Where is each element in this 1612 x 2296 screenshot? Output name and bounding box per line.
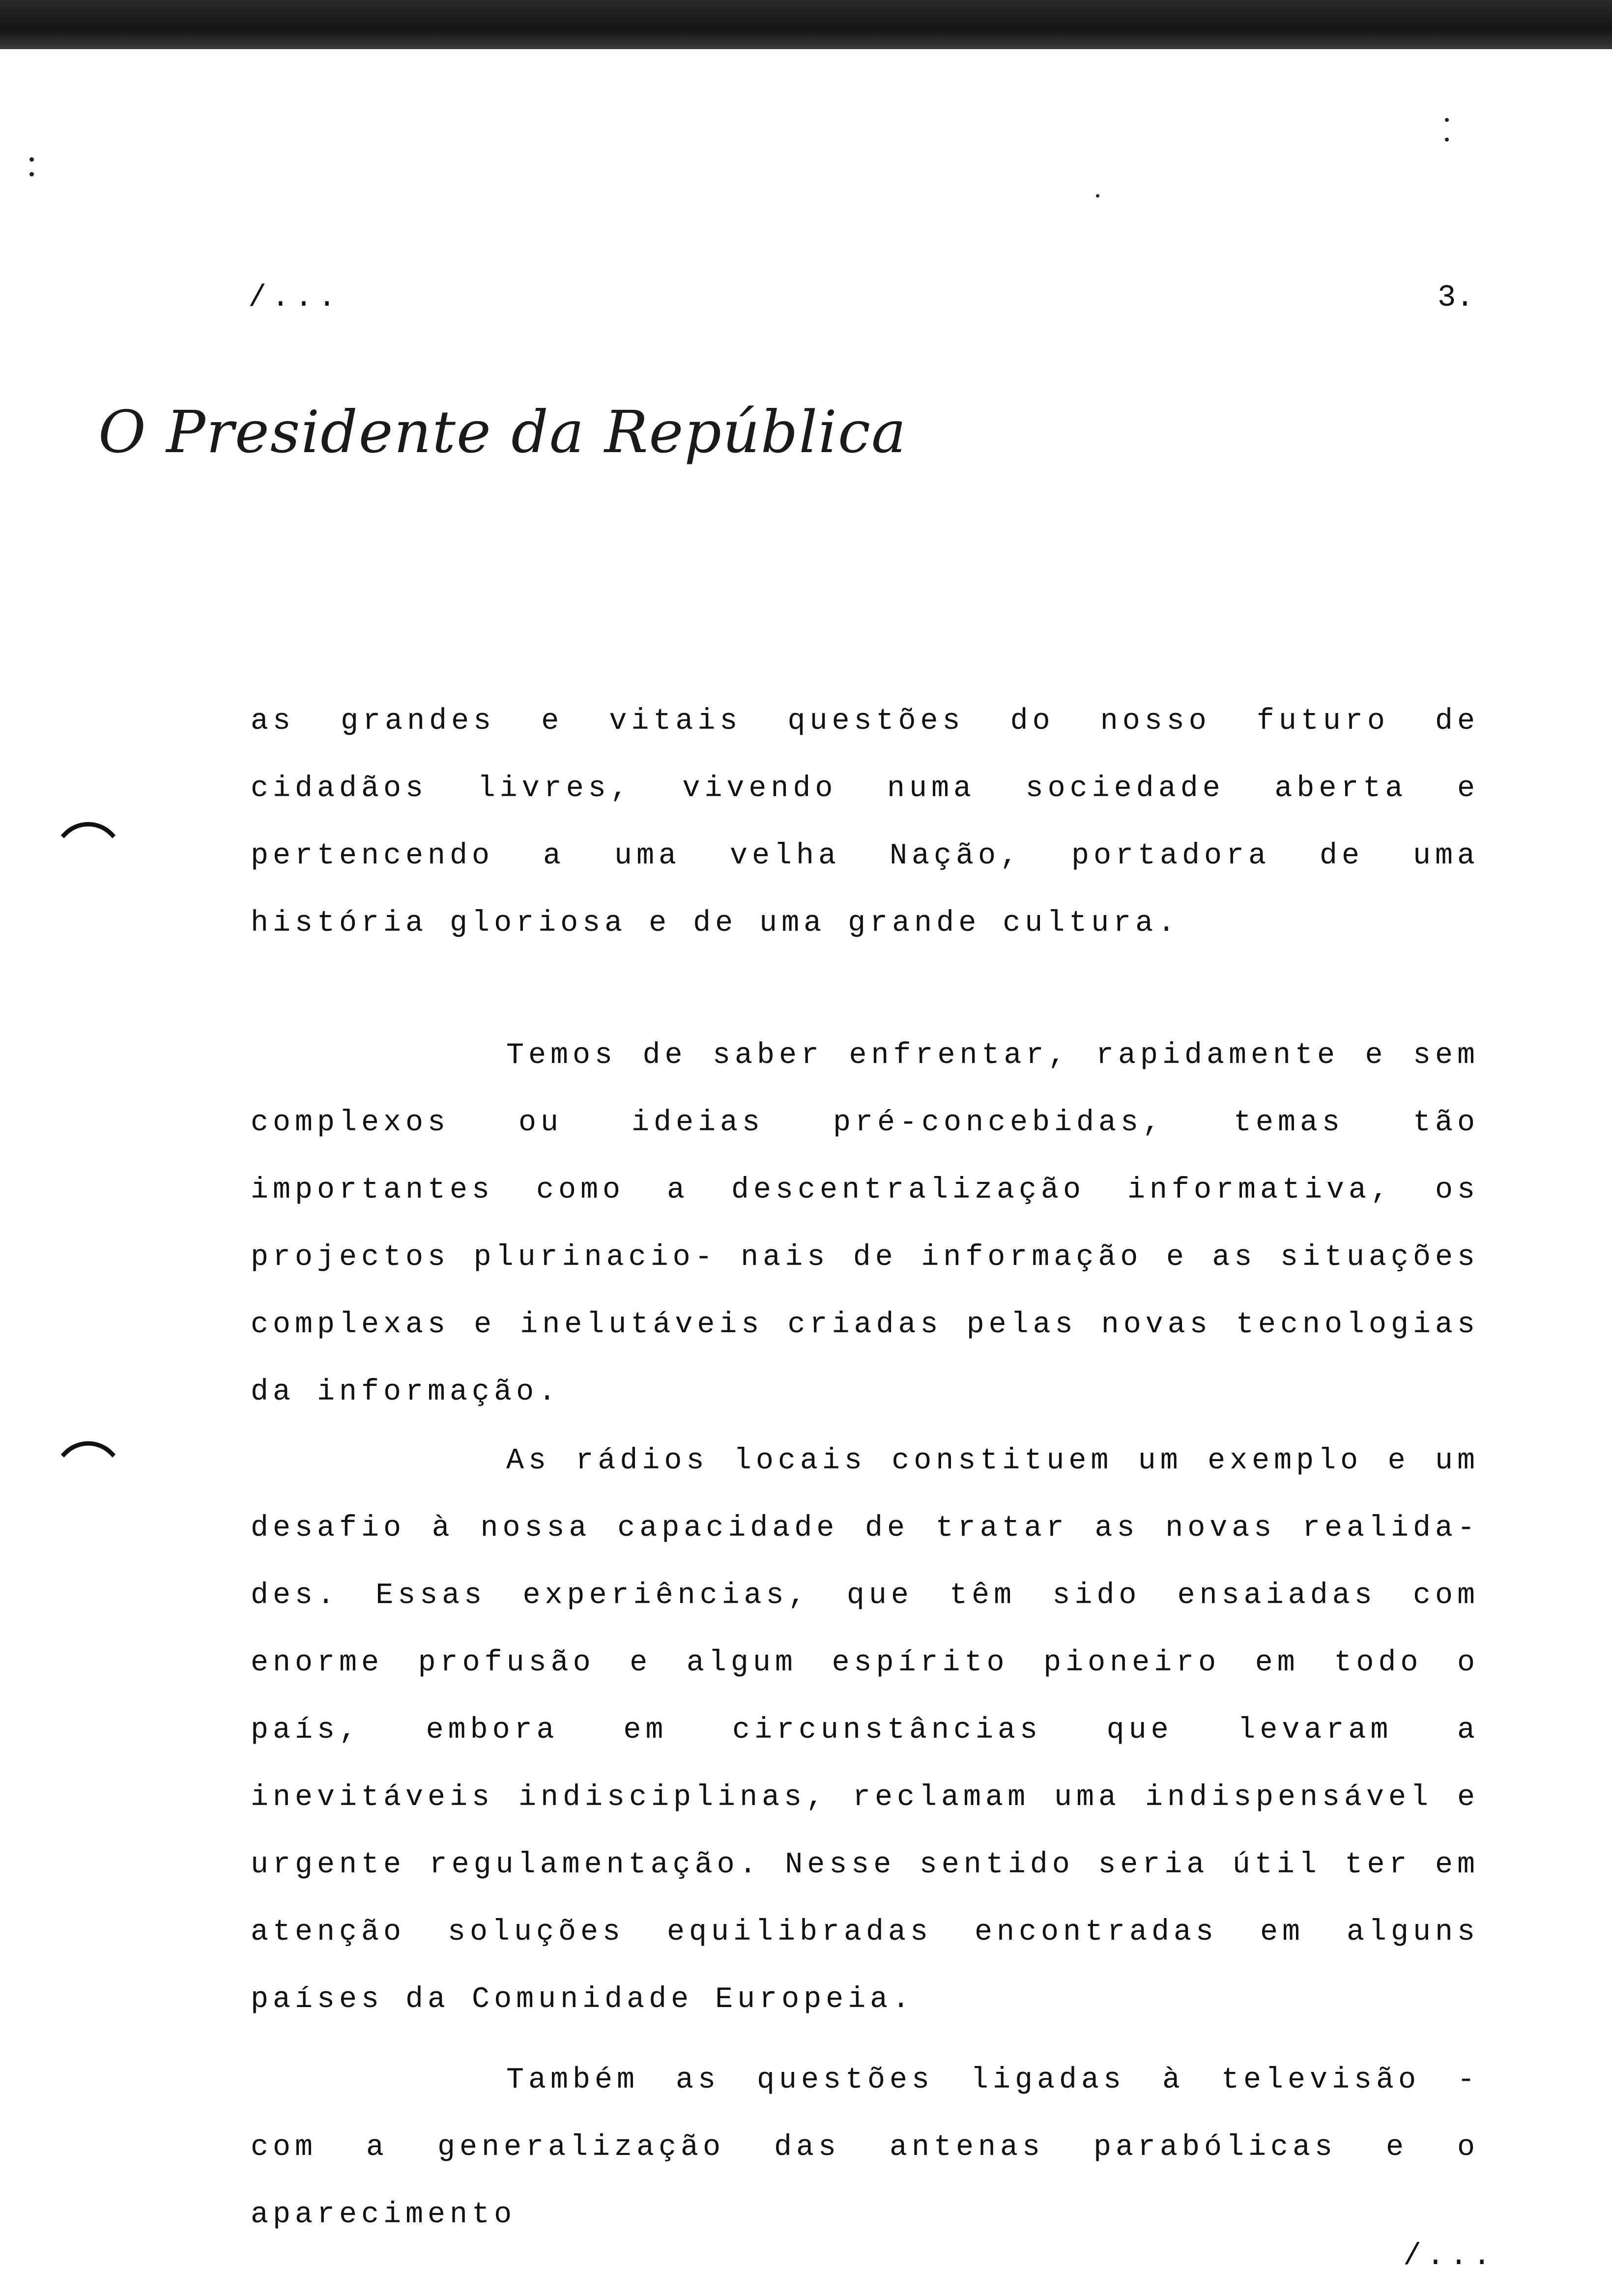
scan-speck [1445, 138, 1449, 142]
paragraph-3: As rádios locais constituem um exemplo e um desafio à nossa capacidade de tratar as novas realida- des. Essas experiências, que têm sido ensaiadas com enorme profusão e algum espírito pioneiro em todo o país, embora em circunstâncias que levaram a inevitáveis indisciplinas, reclamam uma indispensável e urgente regulamentação. Nesse sentido seria útil ter em atenção soluções equilibradas encontradas em alguns países da Comunidade Europeia. [251, 1444, 1479, 2016]
scan-speck [29, 172, 34, 176]
punch-hole-mark [61, 808, 116, 863]
scan-speck [29, 157, 34, 162]
paragraph-2: Temos de saber enfrentar, rapidamente e sem complexos ou ideias pré-concebidas, temas tão importantes como a descentralização informativa, os projectos plurinacio- nais de informação e as situações complexas e inelutáveis criadas pelas novas tecnologias da informação. [251, 1039, 1479, 1409]
paragraph-4: Também as questões ligadas à televisão - com a generalização das antenas parabólicas e o aparecimento [251, 2064, 1479, 2232]
scan-edge-bar [0, 0, 1612, 49]
paragraph-1: as grandes e vitais questões do nosso futuro de cidadãos livres, vivendo numa sociedade aberta e pertencendo a uma velha Nação, portadora de uma história gloriosa e de uma grande cultura. [251, 705, 1479, 940]
continuation-marker-top: /... [248, 280, 341, 315]
page-number: 3. [1438, 280, 1474, 315]
punch-hole-mark [61, 1427, 116, 1482]
letterhead-title: O Presidente da República [98, 398, 907, 466]
scan-speck [1445, 118, 1449, 122]
continuation-marker-bottom: /... [1403, 2239, 1496, 2273]
scan-speck [1096, 194, 1099, 198]
